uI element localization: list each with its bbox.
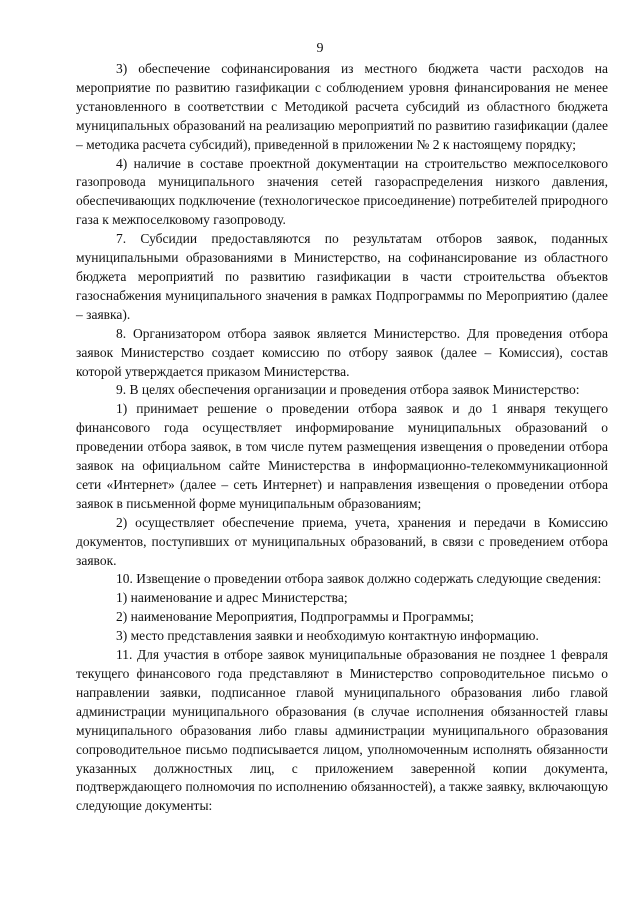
- document-body: [76, 60, 608, 816]
- paragraph-clause-9: 9. В целях обеспечения организации и проведения отбора заявок Министерство:: [116, 382, 580, 398]
- paragraph-clause-11: 11. Для участия в отборе заявок муниципальные образования не позднее 1 февраля текущего финансового года представляют в Министерство сопроводительное письмо о направлении заявки, подписанное главой муниципального образования либо главой администрации муниципального образования (в случае исполнения обязанностей главы муниципального образования либо главы администрации муниципального образования сопроводительное письмо подписывается лицом, уполномоченным исполнять обязанности указанных должностных лиц, с приложением заверенной копии документа, подтверждающего полномочия по исполнению обязанностей), а также заявку, включающую следующие документы:: [76, 647, 608, 814]
- paragraph-clause-8: 8. Организатором отбора заявок является Министерство. Для проведения отбора заявок Министерство создает комиссию по отбору заявок (далее – Комиссия), состав которой утверждается приказом Министерства.: [76, 325, 608, 379]
- paragraph-clause-10-item-1: 1) наименование и адрес Министерства;: [116, 590, 348, 606]
- paragraph-clause-10-item-3: 3) место представления заявки и необходимую контактную информацию.: [116, 628, 539, 644]
- paragraph-clause-9-item-1: 1) принимает решение о проведении отбора заявок и до 1 января текущего финансового года осуществляет информирование муниципальных образований о проведении отбора заявок, в том числе путем размещения извещения о проведении отбора заявок на официальном сайте Министерства в информационно-телекоммуникационной сети «Интернет» (далее – сеть Интернет) и направления извещения о проведении отбора заявок в письменной форме муниципальным образованиям;: [76, 401, 608, 511]
- paragraph-clause-10-item-2: 2) наименование Мероприятия, Подпрограммы и Программы;: [116, 609, 474, 625]
- paragraph-clause-10: 10. Извещение о проведении отбора заявок должно содержать следующие сведения:: [116, 571, 602, 587]
- page-number: 9: [316, 41, 324, 56]
- paragraph-clause-7: 7. Субсидии предоставляются по результатам отборов заявок, поданных муниципальными образованиями в Министерство, на софинансирование из областного бюджета мероприятий по развитию газификации в части строительства объектов газоснабжения муниципального значения в рамках Подпрограммы по Мероприятию (далее – заявка).: [76, 231, 608, 322]
- paragraph-item-3: 3) обеспечение софинансирования из местного бюджета части расходов на мероприятие по развитию газификации с соблюдением уровня финансирования не менее установленного в соответствии с Методикой расчета субсидий из областного бюджета муниципальных образований на реализацию мероприятий по развитию газификации (далее – методика расчета субсидий), приведенной в приложении № 2 к настоящему порядку;: [76, 61, 608, 152]
- paragraph-item-4: 4) наличие в составе проектной документации на строительство межпоселкового газопровода муниципального значения сетей газораспределения низкого давления, обеспечивающих подключение (технологическое присоединение) потребителей природного газа к межпоселковому газопроводу.: [76, 155, 608, 228]
- paragraph-clause-9-item-2: 2) осуществляет обеспечение приема, учета, хранения и передачи в Комиссию документов, поступивших от муниципальных образований, в связи с проведением отбора заявок.: [76, 514, 608, 568]
